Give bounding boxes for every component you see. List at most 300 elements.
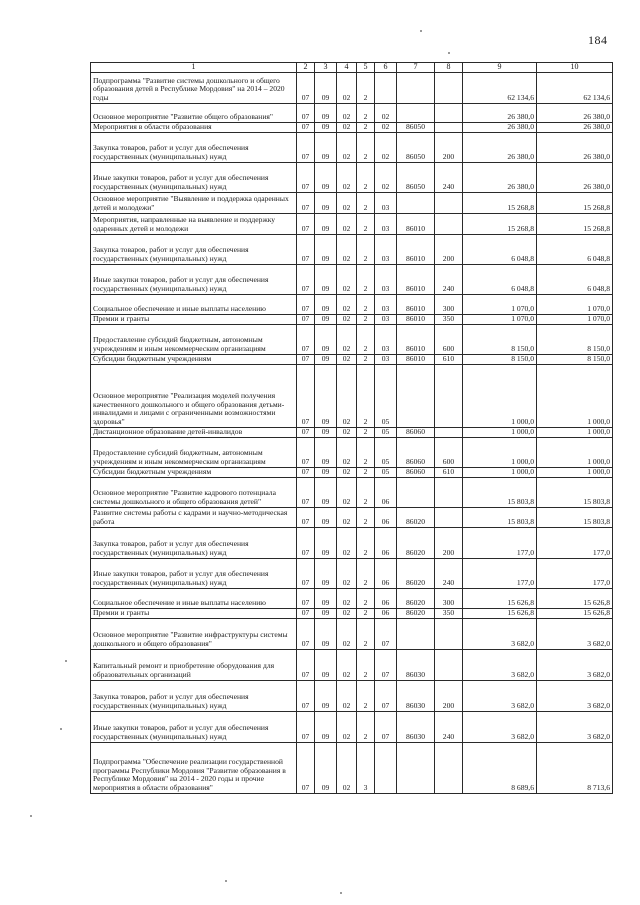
section-code-cell: 07	[297, 508, 315, 528]
activity-code-cell: 06	[375, 478, 397, 508]
amount-cell: 3 682,0	[537, 619, 613, 650]
direction-code-cell: 86010	[397, 295, 435, 315]
program-code-cell: 02	[337, 325, 357, 355]
section-code-cell: 07	[297, 619, 315, 650]
amount-cell: 62 134,6	[537, 73, 613, 104]
direction-code-cell: 86030	[397, 650, 435, 681]
section-code-cell: 07	[297, 104, 315, 123]
subsection-code-cell: 09	[315, 73, 337, 104]
subsection-code-cell: 09	[315, 468, 337, 478]
amount-cell: 177,0	[537, 559, 613, 589]
subprogram-code-cell: 2	[357, 478, 375, 508]
header-cell: 9	[463, 63, 537, 73]
activity-code-cell: 06	[375, 528, 397, 559]
subsection-code-cell: 09	[315, 214, 337, 235]
program-code-cell: 02	[337, 468, 357, 478]
direction-code-cell: 86020	[397, 609, 435, 619]
subsection-code-cell: 09	[315, 559, 337, 589]
header-cell: 4	[337, 63, 357, 73]
subprogram-code-cell: 2	[357, 365, 375, 428]
section-code-cell: 07	[297, 163, 315, 193]
row-label-cell: Основное мероприятие "Реализация моделей получения качественного дошкольного и общего образования детьми-инвалидами и лицами с ограниченными возможностями здоровья"	[91, 365, 297, 428]
direction-code-cell	[397, 743, 435, 794]
subprogram-code-cell: 3	[357, 743, 375, 794]
amount-cell: 6 048,8	[537, 265, 613, 295]
section-code-cell: 07	[297, 214, 315, 235]
amount-cell: 15 268,8	[463, 193, 537, 214]
table-row	[91, 73, 613, 104]
program-code-cell: 02	[337, 193, 357, 214]
direction-code-cell	[397, 193, 435, 214]
subprogram-code-cell: 2	[357, 619, 375, 650]
subsection-code-cell: 09	[315, 265, 337, 295]
subsection-code-cell: 09	[315, 528, 337, 559]
row-label-cell: Развитие системы работы с кадрами и научно-методическая работа	[91, 508, 297, 528]
program-code-cell: 02	[337, 428, 357, 438]
amount-cell: 15 268,8	[463, 214, 537, 235]
program-code-cell: 02	[337, 619, 357, 650]
amount-cell: 6 048,8	[463, 235, 537, 265]
header-cell: 5	[357, 63, 375, 73]
amount-cell: 15 626,8	[463, 609, 537, 619]
table-row	[91, 123, 613, 133]
scan-speck	[420, 30, 422, 32]
activity-code-cell: 03	[375, 214, 397, 235]
subprogram-code-cell: 2	[357, 133, 375, 163]
subprogram-code-cell: 2	[357, 235, 375, 265]
subprogram-code-cell: 2	[357, 528, 375, 559]
amount-cell: 3 682,0	[463, 619, 537, 650]
row-label-cell: Иные закупки товаров, работ и услуг для обеспечения государственных (муниципальных) нужд	[91, 265, 297, 295]
direction-code-cell: 86050	[397, 133, 435, 163]
amount-cell: 15 803,8	[537, 508, 613, 528]
expense-type-cell: 300	[435, 295, 463, 315]
subsection-code-cell: 09	[315, 650, 337, 681]
subsection-code-cell: 09	[315, 743, 337, 794]
section-code-cell: 07	[297, 265, 315, 295]
program-code-cell: 02	[337, 559, 357, 589]
program-code-cell: 02	[337, 609, 357, 619]
scan-speck	[60, 728, 62, 730]
section-code-cell: 07	[297, 428, 315, 438]
activity-code-cell: 05	[375, 438, 397, 468]
budget-table	[90, 62, 613, 794]
subsection-code-cell: 09	[315, 133, 337, 163]
direction-code-cell: 86060	[397, 468, 435, 478]
section-code-cell: 07	[297, 325, 315, 355]
row-label-cell: Закупка товаров, работ и услуг для обеспечения государственных (муниципальных) нужд	[91, 528, 297, 559]
subprogram-code-cell: 2	[357, 355, 375, 365]
activity-code-cell: 03	[375, 193, 397, 214]
subsection-code-cell: 09	[315, 123, 337, 133]
amount-cell: 3 682,0	[537, 712, 613, 743]
amount-cell: 3 682,0	[463, 712, 537, 743]
activity-code-cell: 07	[375, 619, 397, 650]
row-label-cell: Премии и гранты	[91, 315, 297, 325]
expense-type-cell	[435, 743, 463, 794]
expense-type-cell: 350	[435, 609, 463, 619]
header-cell: 3	[315, 63, 337, 73]
subsection-code-cell: 09	[315, 428, 337, 438]
row-label-cell: Иные закупки товаров, работ и услуг для обеспечения государственных (муниципальных) нужд	[91, 163, 297, 193]
table-row	[91, 559, 613, 589]
activity-code-cell: 03	[375, 355, 397, 365]
amount-cell: 1 070,0	[537, 295, 613, 315]
row-label-cell: Подпрограмма "Развитие системы дошкольного и общего образования детей в Республике Мордовия" на 2014 – 2020 годы	[91, 73, 297, 104]
amount-cell: 1 000,0	[537, 365, 613, 428]
amount-cell: 6 048,8	[463, 265, 537, 295]
amount-cell: 15 626,8	[463, 589, 537, 609]
direction-code-cell: 86060	[397, 428, 435, 438]
amount-cell: 1 000,0	[463, 438, 537, 468]
program-code-cell: 02	[337, 104, 357, 123]
amount-cell: 26 380,0	[463, 133, 537, 163]
subprogram-code-cell: 2	[357, 325, 375, 355]
section-code-cell: 07	[297, 468, 315, 478]
direction-code-cell: 86010	[397, 325, 435, 355]
row-label-cell: Субсидии бюджетным учреждениям	[91, 355, 297, 365]
table-row	[91, 163, 613, 193]
activity-code-cell: 03	[375, 265, 397, 295]
amount-cell: 6 048,8	[537, 235, 613, 265]
row-label-cell: Предоставление субсидий бюджетным, автономным учреждениям и иным некоммерческим организациям	[91, 325, 297, 355]
table-row	[91, 589, 613, 609]
expense-type-cell: 300	[435, 589, 463, 609]
program-code-cell: 02	[337, 589, 357, 609]
activity-code-cell	[375, 73, 397, 104]
subsection-code-cell: 09	[315, 619, 337, 650]
table-row	[91, 619, 613, 650]
subsection-code-cell: 09	[315, 508, 337, 528]
direction-code-cell: 86010	[397, 315, 435, 325]
table-row	[91, 428, 613, 438]
amount-cell: 1 000,0	[463, 468, 537, 478]
activity-code-cell: 03	[375, 325, 397, 355]
subprogram-code-cell: 2	[357, 650, 375, 681]
table-row	[91, 295, 613, 315]
direction-code-cell: 86030	[397, 712, 435, 743]
subprogram-code-cell: 2	[357, 315, 375, 325]
table-row	[91, 528, 613, 559]
expense-type-cell: 240	[435, 163, 463, 193]
row-label-cell: Закупка товаров, работ и услуг для обеспечения государственных (муниципальных) нужд	[91, 133, 297, 163]
header-cell: 10	[537, 63, 613, 73]
expense-type-cell	[435, 73, 463, 104]
program-code-cell: 02	[337, 133, 357, 163]
activity-code-cell: 02	[375, 104, 397, 123]
section-code-cell: 07	[297, 73, 315, 104]
expense-type-cell	[435, 214, 463, 235]
program-code-cell: 02	[337, 73, 357, 104]
program-code-cell: 02	[337, 528, 357, 559]
row-label-cell: Иные закупки товаров, работ и услуг для обеспечения государственных (муниципальных) нужд	[91, 559, 297, 589]
program-code-cell: 02	[337, 508, 357, 528]
amount-cell: 1 070,0	[537, 315, 613, 325]
amount-cell: 8 150,0	[537, 325, 613, 355]
expense-type-cell: 240	[435, 265, 463, 295]
program-code-cell: 02	[337, 743, 357, 794]
amount-cell: 177,0	[537, 528, 613, 559]
expense-type-cell	[435, 508, 463, 528]
expense-type-cell: 200	[435, 681, 463, 712]
activity-code-cell: 07	[375, 681, 397, 712]
section-code-cell: 07	[297, 478, 315, 508]
table-header-row	[91, 63, 613, 73]
row-label-cell: Премии и гранты	[91, 609, 297, 619]
section-code-cell: 07	[297, 681, 315, 712]
table-row	[91, 325, 613, 355]
section-code-cell: 07	[297, 438, 315, 468]
direction-code-cell: 86010	[397, 235, 435, 265]
activity-code-cell: 05	[375, 365, 397, 428]
direction-code-cell	[397, 73, 435, 104]
subprogram-code-cell: 2	[357, 468, 375, 478]
subsection-code-cell: 09	[315, 325, 337, 355]
activity-code-cell: 06	[375, 559, 397, 589]
subsection-code-cell: 09	[315, 609, 337, 619]
row-label-cell: Мероприятия, направленные на выявление и поддержку одаренных детей и молодежи	[91, 214, 297, 235]
activity-code-cell: 05	[375, 468, 397, 478]
expense-type-cell: 200	[435, 235, 463, 265]
direction-code-cell: 86060	[397, 438, 435, 468]
program-code-cell: 02	[337, 295, 357, 315]
amount-cell: 3 682,0	[463, 681, 537, 712]
subsection-code-cell: 09	[315, 712, 337, 743]
expense-type-cell	[435, 123, 463, 133]
amount-cell: 15 268,8	[537, 193, 613, 214]
expense-type-cell: 350	[435, 315, 463, 325]
amount-cell: 3 682,0	[537, 681, 613, 712]
direction-code-cell: 86030	[397, 681, 435, 712]
amount-cell: 1 000,0	[463, 365, 537, 428]
amount-cell: 15 626,8	[537, 589, 613, 609]
direction-code-cell: 86010	[397, 265, 435, 295]
amount-cell: 1 000,0	[537, 468, 613, 478]
activity-code-cell: 02	[375, 163, 397, 193]
expense-type-cell	[435, 428, 463, 438]
program-code-cell: 02	[337, 712, 357, 743]
subprogram-code-cell: 2	[357, 438, 375, 468]
program-code-cell: 02	[337, 355, 357, 365]
section-code-cell: 07	[297, 295, 315, 315]
expense-type-cell	[435, 104, 463, 123]
activity-code-cell: 07	[375, 650, 397, 681]
row-label-cell: Дистанционное образование детей-инвалидов	[91, 428, 297, 438]
section-code-cell: 07	[297, 528, 315, 559]
amount-cell: 15 626,8	[537, 609, 613, 619]
direction-code-cell	[397, 365, 435, 428]
subsection-code-cell: 09	[315, 295, 337, 315]
table-row	[91, 712, 613, 743]
subsection-code-cell: 09	[315, 478, 337, 508]
direction-code-cell: 86020	[397, 528, 435, 559]
activity-code-cell: 07	[375, 712, 397, 743]
subprogram-code-cell: 2	[357, 163, 375, 193]
amount-cell: 15 268,8	[537, 214, 613, 235]
subprogram-code-cell: 2	[357, 589, 375, 609]
amount-cell: 3 682,0	[463, 650, 537, 681]
table-row	[91, 315, 613, 325]
page-number: 184	[588, 33, 608, 47]
direction-code-cell: 86050	[397, 163, 435, 193]
program-code-cell: 02	[337, 478, 357, 508]
subprogram-code-cell: 2	[357, 123, 375, 133]
subsection-code-cell: 09	[315, 589, 337, 609]
subprogram-code-cell: 2	[357, 295, 375, 315]
scan-speck	[448, 52, 450, 54]
subsection-code-cell: 09	[315, 235, 337, 265]
program-code-cell: 02	[337, 123, 357, 133]
row-label-cell: Предоставление субсидий бюджетным, автономным учреждениям и иным некоммерческим организациям	[91, 438, 297, 468]
activity-code-cell: 06	[375, 609, 397, 619]
section-code-cell: 07	[297, 589, 315, 609]
subsection-code-cell: 09	[315, 355, 337, 365]
amount-cell: 26 380,0	[537, 104, 613, 123]
scan-speck	[340, 892, 342, 894]
row-label-cell: Закупка товаров, работ и услуг для обеспечения государственных (муниципальных) нужд	[91, 235, 297, 265]
table-row	[91, 743, 613, 794]
subprogram-code-cell: 2	[357, 681, 375, 712]
subsection-code-cell: 09	[315, 163, 337, 193]
table-row	[91, 133, 613, 163]
direction-code-cell: 86010	[397, 214, 435, 235]
expense-type-cell: 200	[435, 133, 463, 163]
amount-cell: 8 713,6	[537, 743, 613, 794]
subprogram-code-cell: 2	[357, 609, 375, 619]
table-row	[91, 650, 613, 681]
subsection-code-cell: 09	[315, 104, 337, 123]
amount-cell: 177,0	[463, 528, 537, 559]
row-label-cell: Социальное обеспечение и иные выплаты населению	[91, 295, 297, 315]
expense-type-cell	[435, 365, 463, 428]
section-code-cell: 07	[297, 235, 315, 265]
activity-code-cell: 03	[375, 295, 397, 315]
amount-cell: 26 380,0	[463, 123, 537, 133]
amount-cell: 8 689,6	[463, 743, 537, 794]
program-code-cell: 02	[337, 214, 357, 235]
amount-cell: 15 803,8	[463, 478, 537, 508]
table-row	[91, 235, 613, 265]
amount-cell: 26 380,0	[537, 123, 613, 133]
amount-cell: 15 803,8	[463, 508, 537, 528]
subprogram-code-cell: 2	[357, 214, 375, 235]
table-row	[91, 508, 613, 528]
expense-type-cell: 200	[435, 528, 463, 559]
section-code-cell: 07	[297, 123, 315, 133]
amount-cell: 8 150,0	[463, 325, 537, 355]
section-code-cell: 07	[297, 133, 315, 163]
section-code-cell: 07	[297, 365, 315, 428]
header-cell: 6	[375, 63, 397, 73]
table-row	[91, 104, 613, 123]
direction-code-cell: 86010	[397, 355, 435, 365]
expense-type-cell: 610	[435, 468, 463, 478]
expense-type-cell: 610	[435, 355, 463, 365]
row-label-cell: Подпрограмма "Обеспечение реализации государственной программы Республики Мордовия "Развитие образования в Республике Мордовия" на 2014 - 2020 годы и прочие мероприятия в области образования"	[91, 743, 297, 794]
activity-code-cell: 03	[375, 315, 397, 325]
amount-cell: 62 134,6	[463, 73, 537, 104]
section-code-cell: 07	[297, 193, 315, 214]
expense-type-cell	[435, 619, 463, 650]
direction-code-cell	[397, 104, 435, 123]
row-label-cell: Капитальный ремонт и приобретение оборудования для образовательных организаций	[91, 650, 297, 681]
table-row	[91, 438, 613, 468]
scan-speck	[30, 815, 32, 817]
subprogram-code-cell: 2	[357, 508, 375, 528]
expense-type-cell	[435, 193, 463, 214]
amount-cell: 26 380,0	[463, 104, 537, 123]
activity-code-cell	[375, 743, 397, 794]
subprogram-code-cell: 2	[357, 712, 375, 743]
subsection-code-cell: 09	[315, 315, 337, 325]
subsection-code-cell: 09	[315, 681, 337, 712]
activity-code-cell: 06	[375, 589, 397, 609]
table-row	[91, 214, 613, 235]
subprogram-code-cell: 2	[357, 428, 375, 438]
program-code-cell: 02	[337, 265, 357, 295]
amount-cell: 8 150,0	[463, 355, 537, 365]
subprogram-code-cell: 2	[357, 104, 375, 123]
table-row	[91, 478, 613, 508]
amount-cell: 26 380,0	[537, 133, 613, 163]
expense-type-cell: 600	[435, 325, 463, 355]
scan-speck	[65, 660, 67, 662]
program-code-cell: 02	[337, 315, 357, 325]
row-label-cell: Основное мероприятие "Выявление и поддержка одаренных детей и молодежи"	[91, 193, 297, 214]
section-code-cell: 07	[297, 355, 315, 365]
table-row	[91, 468, 613, 478]
direction-code-cell: 86020	[397, 589, 435, 609]
row-label-cell: Основное мероприятие "Развитие инфраструктуры системы дошкольного и общего образования"	[91, 619, 297, 650]
activity-code-cell: 03	[375, 235, 397, 265]
section-code-cell: 07	[297, 609, 315, 619]
scan-speck	[225, 880, 227, 882]
activity-code-cell: 06	[375, 508, 397, 528]
header-cell: 8	[435, 63, 463, 73]
table-row	[91, 355, 613, 365]
expense-type-cell	[435, 478, 463, 508]
row-label-cell: Субсидии бюджетным учреждениям	[91, 468, 297, 478]
row-label-cell: Мероприятия в области образования	[91, 123, 297, 133]
direction-code-cell: 86050	[397, 123, 435, 133]
table-row	[91, 609, 613, 619]
program-code-cell: 02	[337, 438, 357, 468]
row-label-cell: Социальное обеспечение и иные выплаты населению	[91, 589, 297, 609]
subsection-code-cell: 09	[315, 438, 337, 468]
section-code-cell: 07	[297, 650, 315, 681]
section-code-cell: 07	[297, 315, 315, 325]
expense-type-cell	[435, 650, 463, 681]
activity-code-cell: 02	[375, 123, 397, 133]
activity-code-cell: 02	[375, 133, 397, 163]
row-label-cell: Основное мероприятие "Развитие кадрового потенциала системы дошкольного и общего образования детей"	[91, 478, 297, 508]
table-row	[91, 193, 613, 214]
activity-code-cell: 05	[375, 428, 397, 438]
header-cell: 1	[91, 63, 297, 73]
direction-code-cell: 86020	[397, 559, 435, 589]
program-code-cell: 02	[337, 365, 357, 428]
row-label-cell: Основное мероприятие "Развитие общего образования"	[91, 104, 297, 123]
table-row	[91, 681, 613, 712]
expense-type-cell: 240	[435, 559, 463, 589]
subsection-code-cell: 09	[315, 365, 337, 428]
program-code-cell: 02	[337, 235, 357, 265]
program-code-cell: 02	[337, 681, 357, 712]
subsection-code-cell: 09	[315, 193, 337, 214]
expense-type-cell: 240	[435, 712, 463, 743]
program-code-cell: 02	[337, 163, 357, 193]
table-row	[91, 365, 613, 428]
